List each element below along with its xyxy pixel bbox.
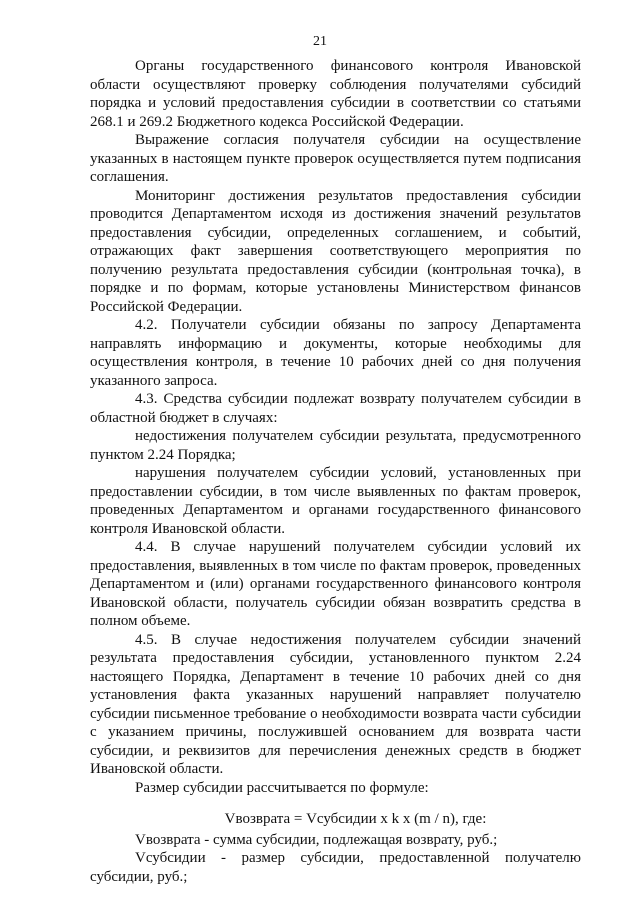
paragraph-4-4: 4.4. В случае нарушений получателем субсидии условий их предоставления, выявленных в том числе по фактам проверок, проведенных Департаментом и (или) органами государственного финансового контроля Ивановской области, получатель субсидии обязан возвратить средства в полном объеме.	[90, 539, 581, 629]
paragraph-4-2: 4.2. Получатели субсидии обязаны по запросу Департамента направлять информацию и документы, которые необходимы для осуществления контроля, в течение 10 рабочих дней со дня получения указанного запроса.	[90, 317, 581, 389]
paragraph-4-3: 4.3. Средства субсидии подлежат возврату получателем субсидии в областной бюджет в случаях:	[90, 391, 581, 426]
paragraph-4-5: 4.5. В случае недостижения получателем субсидии значений результата предоставления субсидии, установленного пунктом 2.24 настоящего Порядка, Департамент в течение 10 рабочих дней со дня установления факта указанных нарушений направляет получателю субсидии письменное требование о необходимости возврата части субсидии с указанием причины, послужившей основанием для возврата части субсидии, и реквизитов для перечисления денежных средств в бюджет Ивановской области.	[90, 631, 581, 777]
refund-formula: Vвозврата = Vсубсидии x k x (m / n), где:	[224, 811, 487, 827]
page-number: 21	[313, 34, 327, 49]
paragraph-monitoring: Мониторинг достижения результатов предоставления субсидии проводится Департаментом исходя из достижения значений результатов предоставления субсидии, определенных соглашением, и событий, отражающих факт завершения соответствующего мероприятия по получению результата предоставления субсидии (контрольная точка), в порядке и по формам, которые установлены Министерством финансов Российской Федерации.	[90, 187, 581, 315]
paragraph-formula-intro: Размер субсидии рассчитывается по формуле:	[135, 779, 429, 796]
paragraph-state-control: Органы государственного финансового контроля Ивановской области осуществляют проверку соблюдения получателями субсидий порядка и условий предоставления субсидии в соответствии со статьями 268.1 и 269.2 Бюджетного кодекса Российской Федерации.	[90, 58, 581, 130]
paragraph-v-subsidy-definition: Vсубсидии - размер субсидии, предоставленной получателю субсидии, руб.;	[90, 850, 581, 885]
document-body	[90, 57, 581, 886]
paragraph-case-conditions: нарушения получателем субсидии условий, установленных при предоставлении субсидии, в том числе выявленных по фактам проверок, проведенных Департаментом и органами государственного финансового контроля Ивановской области.	[90, 465, 581, 537]
paragraph-v-refund-definition: Vвозврата - сумма субсидии, подлежащая возврату, руб.;	[135, 831, 498, 848]
paragraph-consent: Выражение согласия получателя субсидии на осуществление указанных в настоящем пункте проверок осуществляется путем подписания соглашения.	[90, 132, 581, 185]
paragraph-case-result: недостижения получателем субсидии результата, предусмотренного пунктом 2.24 Порядка;	[90, 428, 581, 463]
